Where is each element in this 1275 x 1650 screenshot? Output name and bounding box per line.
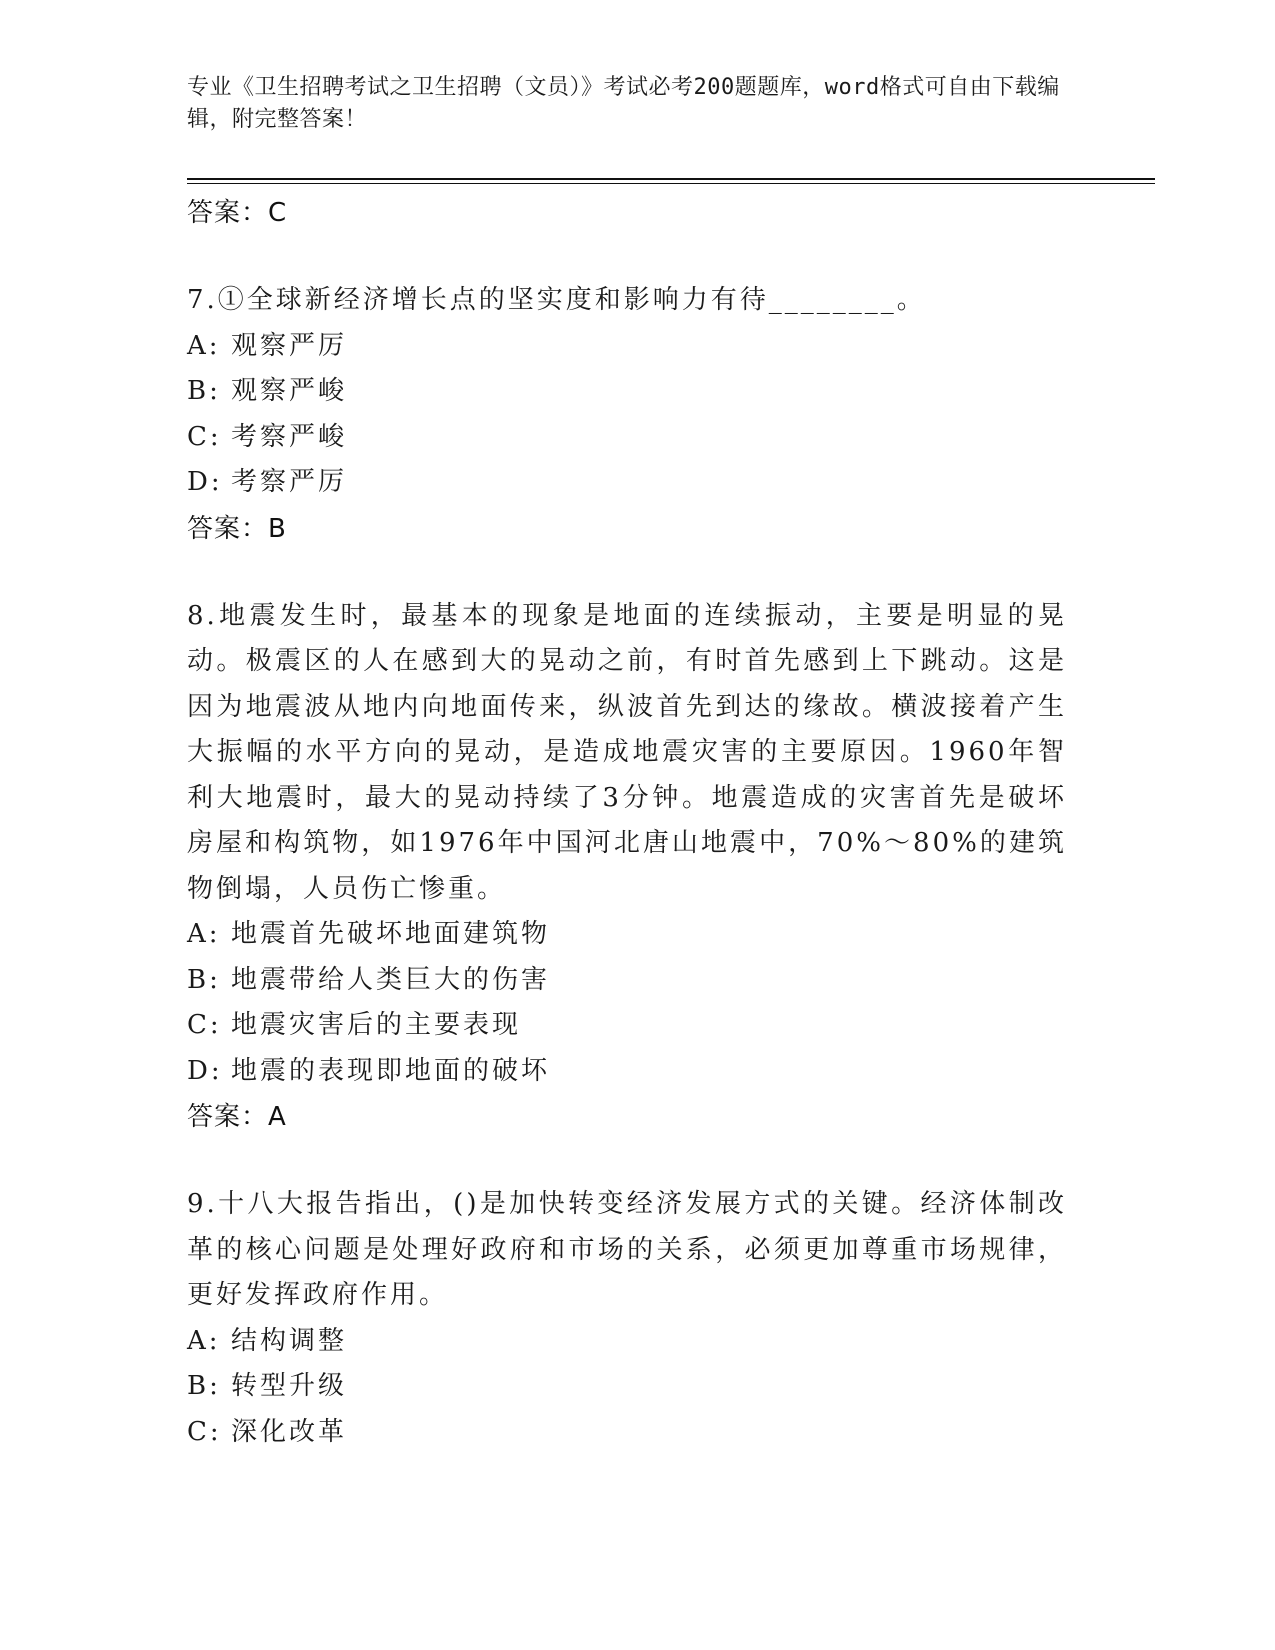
spacer [187,1140,1067,1182]
option-key: D: [187,1055,223,1086]
option-b [187,958,1067,1004]
option-c [187,1410,1067,1456]
option-text: 观察严峻 [231,376,348,406]
option-d [187,1049,1067,1095]
option-key: A: [187,330,221,361]
option-text: 结构调整 [231,1325,348,1356]
question-block [187,594,1067,1141]
option-key: D: [187,467,223,497]
option-text: 地震灾害后的主要表现 [231,1010,522,1040]
option-key: B: [187,964,221,995]
option-key: C: [187,1010,222,1040]
option-a [187,1319,1067,1365]
option-text: 考察严厉 [231,467,348,497]
document-header: 专业《卫生招聘考试之卫生招聘（文员）》考试必考200题题库，word格式可自由下载编辑，附完整答案！ [187,75,1060,132]
option-c [187,415,1067,461]
option-key: A: [187,1325,221,1356]
answer-line: 答案：B [187,513,287,544]
spacer [187,236,1067,278]
option-key: B: [187,376,221,406]
option-text: 观察严厉 [231,330,348,361]
option-a [187,324,1067,370]
option-c [187,1003,1067,1049]
answer-line: 答案：A [187,1102,287,1132]
option-text: 地震带给人类巨大的伤害 [231,964,551,995]
option-key: C: [187,1416,222,1447]
question-text: 9.十八大报告指出，()是加快转变经济发展方式的关键。经济体制改革的核心问题是处理好政府和市场的关系，必须更加尊重市场规律，更好发挥政府作用。 [187,1189,1067,1310]
option-key: A: [187,919,221,949]
question-text: 7.①全球新经济增长点的坚实度和影响力有待________。 [187,285,926,315]
spacer [187,552,1067,594]
option-b [187,369,1067,415]
option-b [187,1364,1067,1410]
answer-line: 答案：C [187,198,288,228]
option-d [187,460,1067,506]
header-divider-thin [187,183,1155,184]
question-block [187,1182,1067,1455]
option-text: 地震的表现即地面的破坏 [231,1055,551,1086]
header-divider [187,178,1155,180]
question-block [187,278,1067,552]
question-content [187,190,1067,1455]
option-text: 地震首先破坏地面建筑物 [231,919,551,949]
option-a [187,912,1067,958]
option-key: B: [187,1371,221,1401]
question-text: 8.地震发生时，最基本的现象是地面的连续振动，主要是明显的晃动。极震区的人在感到大的晃动之前，有时首先感到上下跳动。这是因为地震波从地内向地面传来，纵波首先到达的缘故。横波接着产生大振幅的水平方向的晃动，是造成地震灾害的主要原因。1960年智利大地震时，最大的晃动持续了3分钟。地震造成的灾害首先是破坏房屋和构筑物，如1976年中国河北唐山地震中，70%～80%的建筑物倒塌，人员伤亡惨重。 [187,600,1067,904]
option-text: 转型升级 [231,1371,348,1401]
option-text: 考察严峻 [231,421,348,452]
option-text: 深化改革 [231,1416,348,1447]
option-key: C: [187,421,222,452]
